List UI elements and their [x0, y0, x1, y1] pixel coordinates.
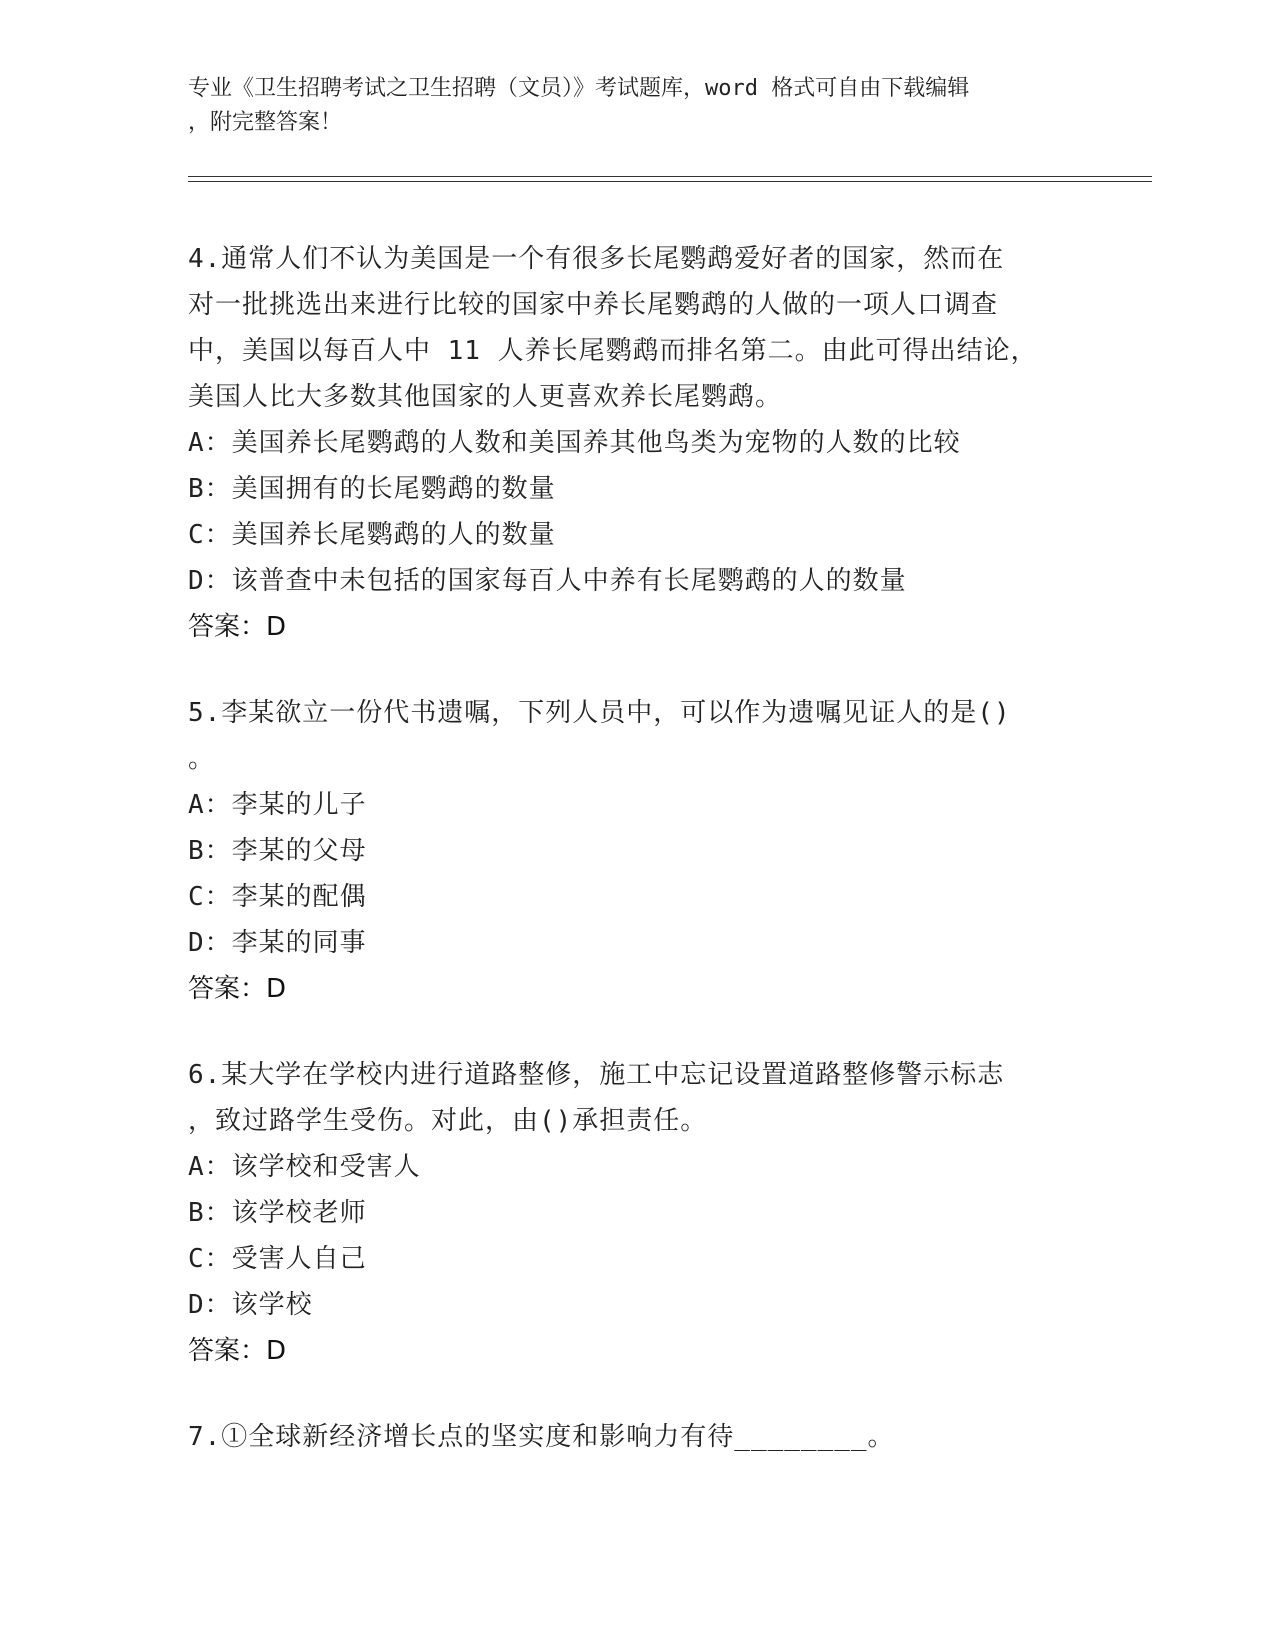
- question-4: [188, 236, 1068, 650]
- question-5-option-b: B：李某的父母: [188, 836, 367, 866]
- question-5-answer: 答案：D: [188, 974, 287, 1004]
- document-header: [188, 72, 1068, 140]
- question-6-answer: 答案：D: [188, 1336, 287, 1366]
- header-line-2: ，附完整答案！: [188, 110, 343, 135]
- question-4-option-a: A：美国养长尾鹦鹉的人数和美国养其他鸟类为宠物的人数的比较: [188, 428, 961, 458]
- question-6-line-1: 6.某大学在学校内进行道路整修，施工中忘记设置道路整修警示标志: [188, 1060, 1005, 1090]
- question-6-option-d: D：该学校: [188, 1290, 313, 1320]
- question-6-option-b: B：该学校老师: [188, 1198, 367, 1228]
- document-page: [188, 0, 1148, 1650]
- question-5-option-a: A：李某的儿子: [188, 790, 367, 820]
- question-7-line-1: 7.①全球新经济增长点的坚实度和影响力有待________。: [188, 1422, 895, 1452]
- question-4-option-b: B：美国拥有的长尾鹦鹉的数量: [188, 474, 556, 504]
- question-6-option-c: C：受害人自己: [188, 1244, 367, 1274]
- question-5-option-c: C：李某的配偶: [188, 882, 367, 912]
- question-5-line-1: 5.李某欲立一份代书遗嘱，下列人员中，可以作为遗嘱见证人的是(): [188, 698, 1011, 728]
- question-5-option-d: D：李某的同事: [188, 928, 367, 958]
- question-6-line-2: ，致过路学生受伤。对此，由()承担责任。: [188, 1106, 708, 1136]
- question-4-option-c: C：美国养长尾鹦鹉的人的数量: [188, 520, 556, 550]
- question-list: [188, 236, 1068, 1500]
- question-7: [188, 1414, 1068, 1460]
- question-4-line-2: 对一批挑选出来进行比较的国家中养长尾鹦鹉的人做的一项人口调查: [188, 290, 999, 320]
- question-6-option-a: A：该学校和受害人: [188, 1152, 421, 1182]
- question-6: [188, 1052, 1068, 1374]
- question-4-option-d: D：该普查中未包括的国家每百人中养有长尾鹦鹉的人的数量: [188, 566, 907, 596]
- question-4-line-3: 中，美国以每百人中 11 人养长尾鹦鹉而排名第二。由此可得出结论，: [188, 336, 1038, 366]
- question-4-line-1: 4.通常人们不认为美国是一个有很多长尾鹦鹉爱好者的国家，然而在: [188, 244, 1005, 274]
- header-line-1: 专业《卫生招聘考试之卫生招聘（文员）》考试题库，word 格式可自由下载编辑: [188, 76, 970, 101]
- question-5: [188, 690, 1068, 1012]
- question-4-answer: 答案：D: [188, 612, 287, 642]
- question-5-line-2: 。: [188, 744, 216, 774]
- question-4-line-4: 美国人比大多数其他国家的人更喜欢养长尾鹦鹉。: [188, 382, 783, 412]
- header-divider: [188, 176, 1152, 182]
